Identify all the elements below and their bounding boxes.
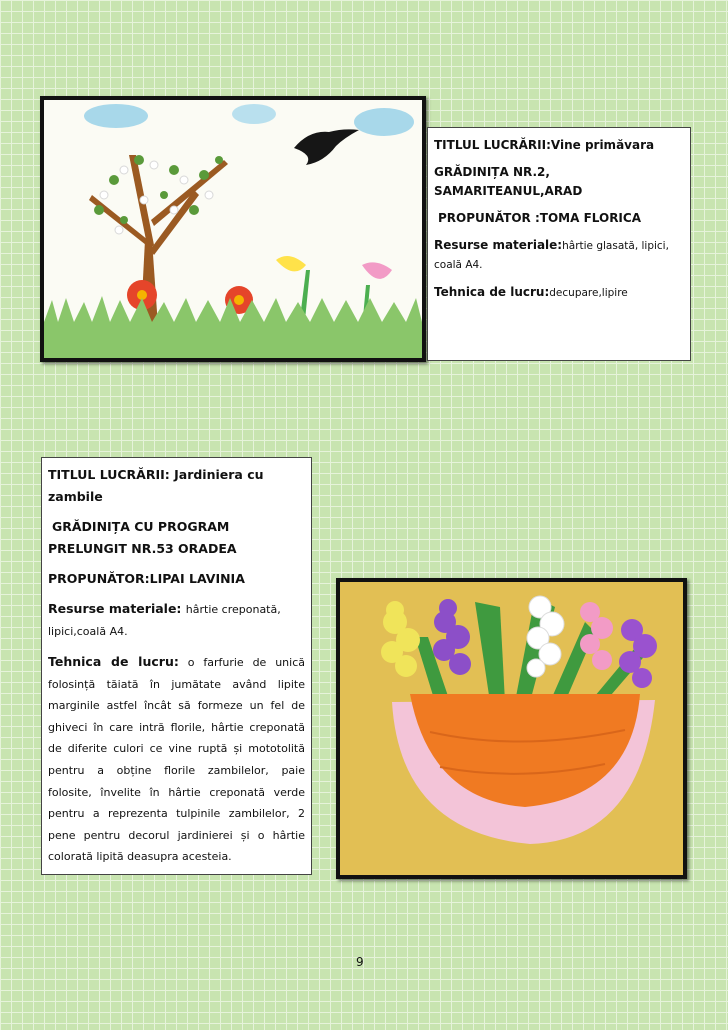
- project2-title-line2: zambile: [48, 489, 103, 504]
- page-number: 9: [356, 955, 364, 969]
- project2-resources: Resurse materiale: hârtie creponată,: [48, 601, 281, 616]
- project2-author: PROPUNĂTOR:LIPAI LAVINIA: [48, 571, 245, 586]
- project1-info-box: [427, 127, 691, 361]
- project2-title-line1: TITLUL LUCRĂRII: Jardiniera cu: [48, 467, 264, 482]
- project1-title: TITLUL LUCRĂRII:Vine primăvara: [434, 138, 655, 152]
- project2-school-line1: GRĂDINIȚA CU PROGRAM: [52, 519, 230, 534]
- project1-author: PROPUNĂTOR :TOMA FLORICA: [438, 211, 641, 225]
- project1-technique: Tehnica de lucru:decupare,lipire: [434, 285, 628, 299]
- project2-technique: Tehnica de lucru: o farfurie de unică folosință tăiată în jumătate având lipite marginile astfel încât să formeze un fel de ghiveci în care intră florile, hârtie creponată de diferite culori ce vine ruptă și mototolită pentru a obține florile zambilelor, paie folosite, învelite în hârtie creponată verde pentru a reprezenta tulpinile zambilelor, 2 pene pentru decorul jardinierei și o hârtie colorată lipită deasupra acesteia.: [48, 654, 305, 864]
- project1-resources: Resurse materiale:hârtie glasată, lipici,: [434, 238, 669, 252]
- project1-school-line1: GRĂDINIȚA NR.2,: [434, 165, 550, 179]
- project2-resources-cont: lipici,coală A4.: [48, 625, 128, 638]
- spring-collage-photo: [40, 96, 426, 362]
- project1-school-line2: SAMARITEANUL,ARAD: [434, 184, 583, 198]
- project2-info-box: [41, 457, 312, 875]
- hyacinth-planter-photo: [336, 578, 687, 879]
- project1-resources-cont: coală A4.: [434, 259, 483, 271]
- project2-school-line2: PRELUNGIT NR.53 ORADEA: [48, 541, 237, 556]
